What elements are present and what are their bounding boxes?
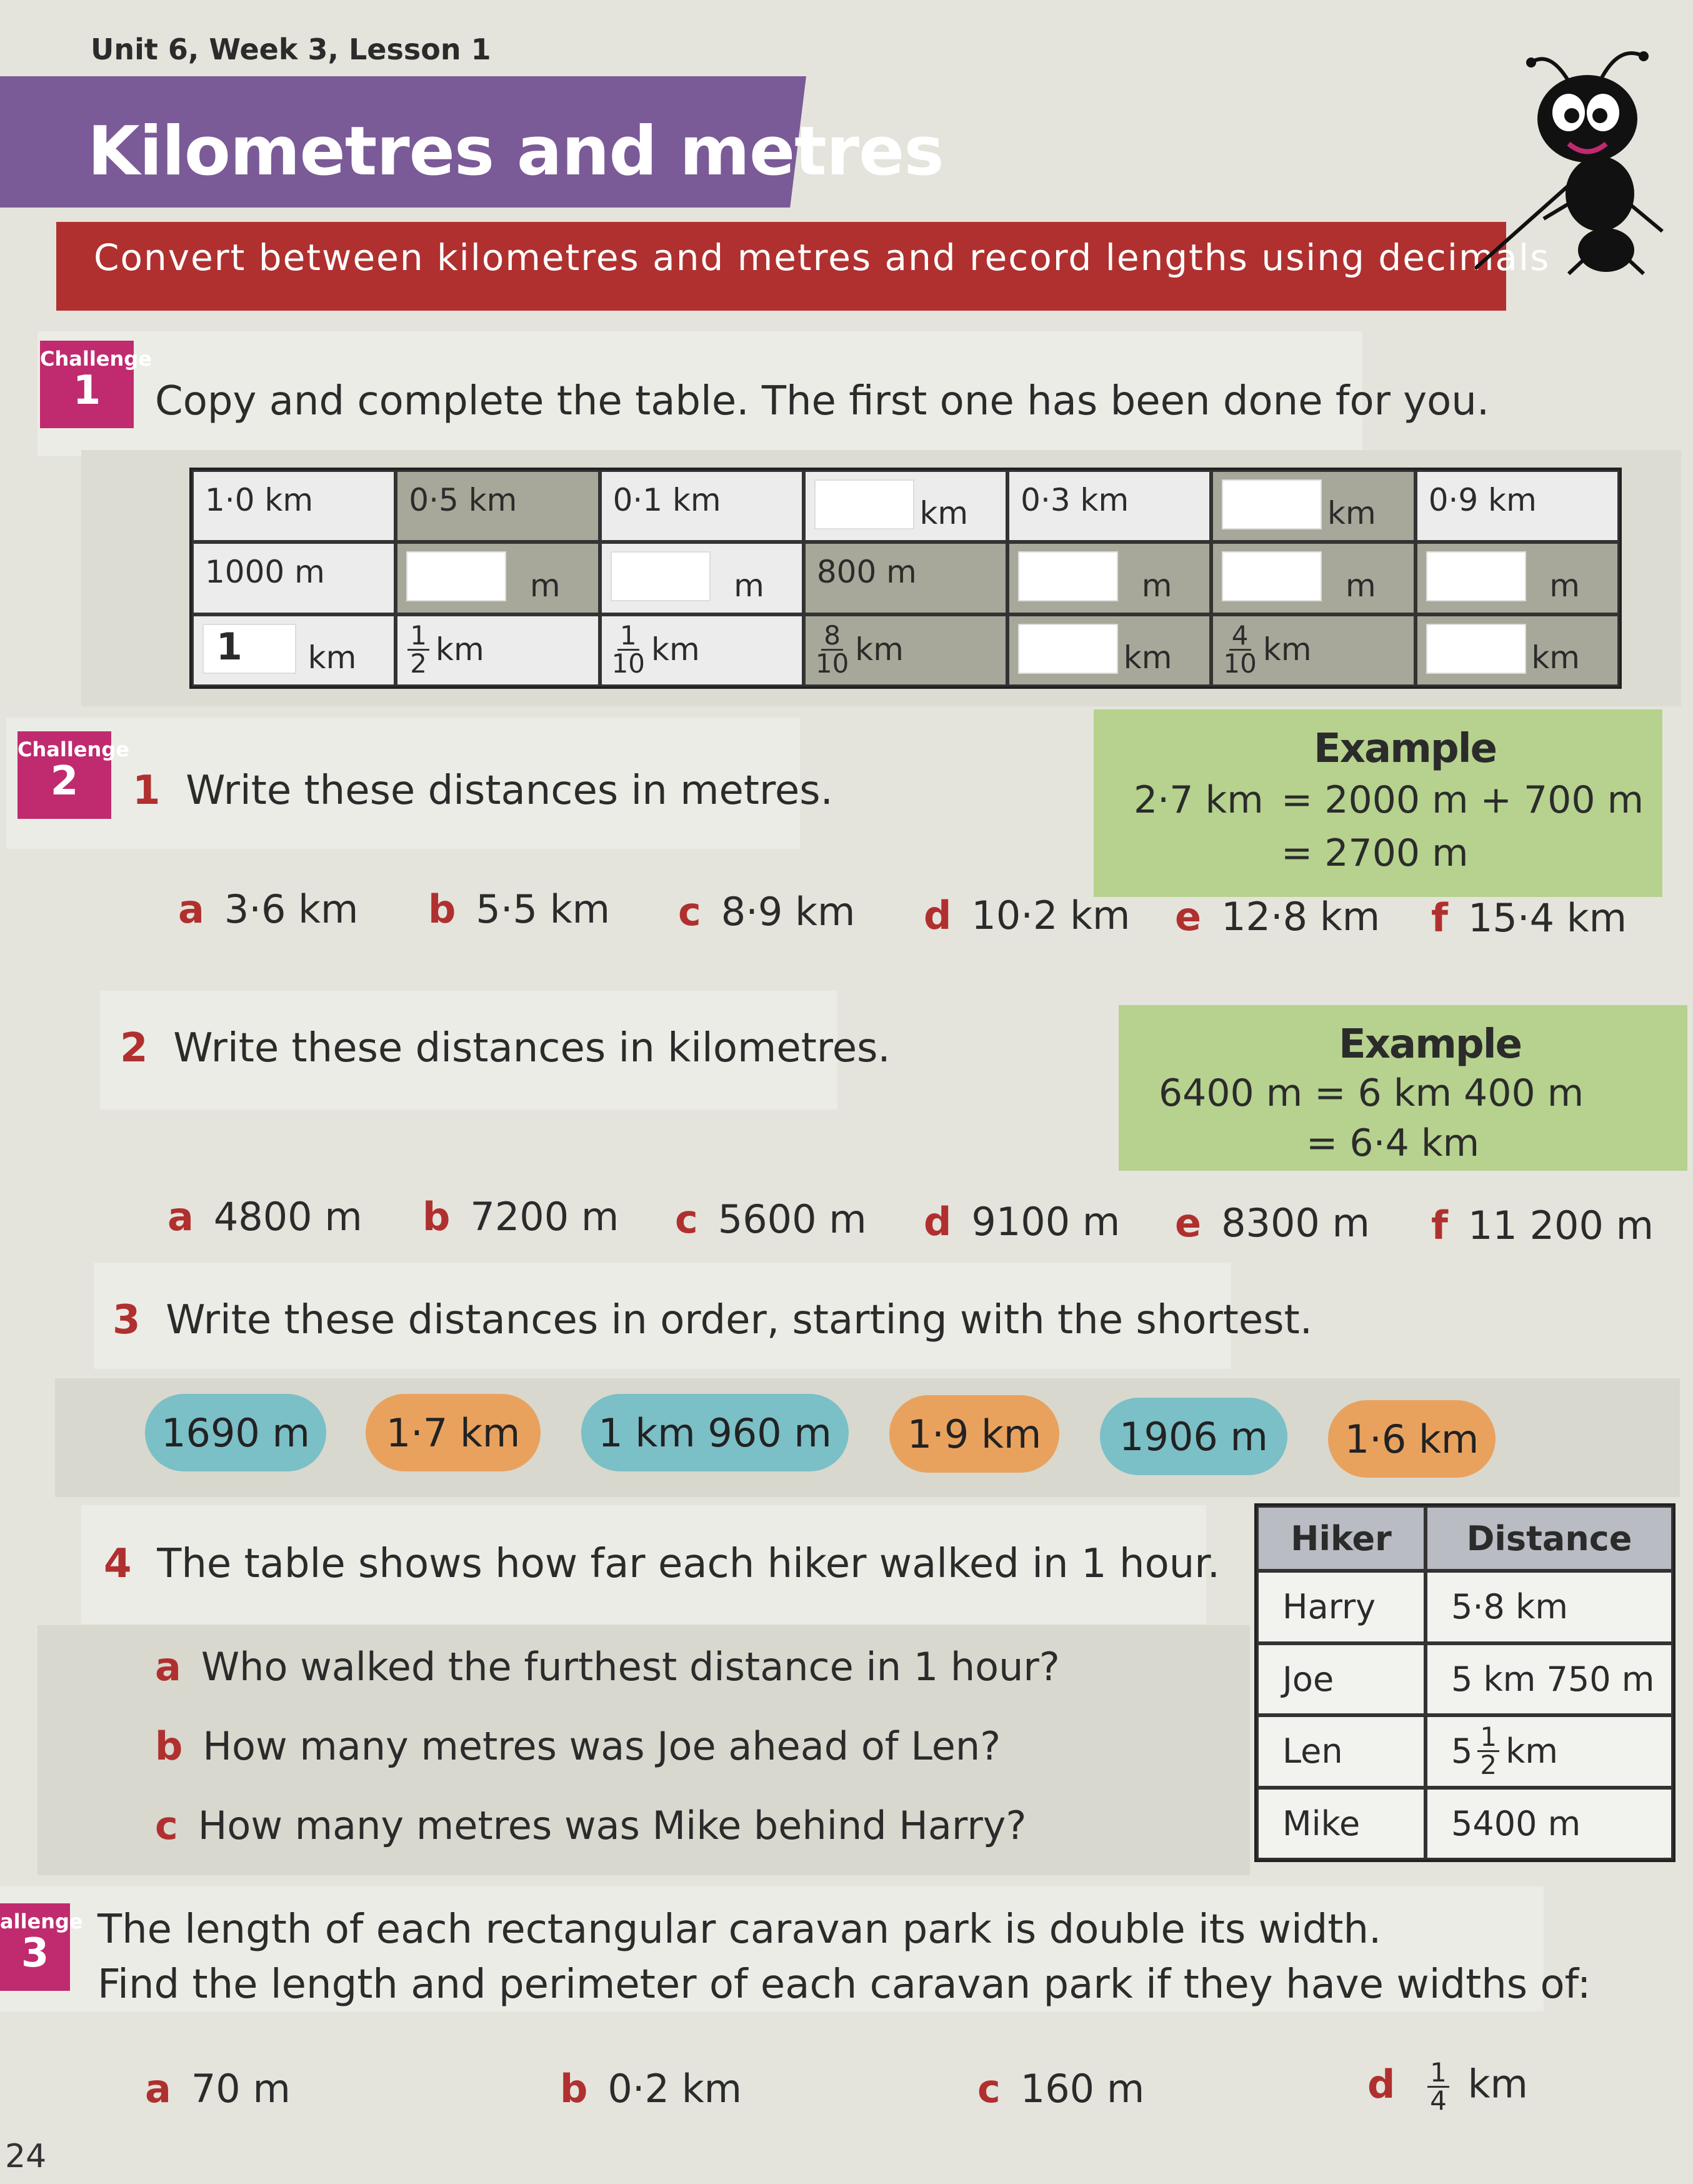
- ant-mascot-icon: [1475, 44, 1687, 275]
- q1-example-box: [1094, 709, 1662, 897]
- table-cell-blank: m: [1416, 542, 1619, 614]
- challenge2-badge: Challenge 2: [17, 731, 111, 819]
- table-cell: Joe: [1257, 1643, 1426, 1716]
- example-line: 2·7 km: [1134, 778, 1264, 822]
- answer-box: [1426, 551, 1526, 601]
- answer-box: [1222, 479, 1322, 529]
- q1-item: a 3·6 km: [178, 886, 359, 932]
- example-line: = 2700 m: [1281, 831, 1469, 875]
- table-cell: $\frac{4}{10}$ km: [1211, 614, 1415, 686]
- distance-pill: 1690 m: [145, 1394, 326, 1471]
- table-cell-blank: m: [1211, 542, 1415, 614]
- q2-item: f 11 200 m: [1431, 1203, 1654, 1248]
- challenge3-line1: The length of each rectangular caravan park is double its width.: [97, 1906, 1382, 1953]
- distance-pill: 1·9 km: [889, 1395, 1059, 1473]
- table-cell: Len: [1257, 1715, 1426, 1788]
- example-line: = 2000 m + 700 m: [1281, 778, 1644, 822]
- challenge1-instruction: Copy and complete the table. The first one has been done for you.: [155, 378, 1490, 424]
- table-cell: $\frac{1}{2}$ km: [396, 614, 599, 686]
- challenge1-badge: Challenge 1: [40, 341, 134, 428]
- table-cell-blank: km: [1211, 470, 1415, 542]
- table-cell: 5 km 750 m: [1426, 1643, 1673, 1716]
- challenge3-line2: Find the length and perimeter of each caravan park if they have widths of:: [97, 1961, 1591, 2008]
- challenge3-item: d $\frac{1}{4}$ km: [1367, 2057, 1528, 2116]
- answer-box: [611, 551, 711, 601]
- answer-box: [1018, 551, 1118, 601]
- q1-item: d 10·2 km: [924, 893, 1131, 938]
- table-cell: $\frac{1}{10}$ km: [600, 614, 804, 686]
- answer-box: [814, 479, 914, 529]
- conversion-table: [189, 468, 1622, 689]
- table-cell: 0·3 km: [1007, 470, 1211, 542]
- challenge3-item: b 0·2 km: [560, 2066, 742, 2111]
- q4-part: b How many metres was Joe ahead of Len?: [155, 1723, 1001, 1769]
- table-header: Hiker: [1257, 1506, 1426, 1571]
- table-cell: 0·5 km: [396, 470, 599, 542]
- hiker-table: [1254, 1503, 1676, 1862]
- lesson-reference: Unit 6, Week 3, Lesson 1: [91, 33, 491, 66]
- q3-instruction: 3 Write these distances in order, starting with the shortest.: [112, 1297, 1313, 1343]
- example-line: = 6·4 km: [1306, 1121, 1480, 1165]
- q1-instruction: 1 Write these distances in metres.: [132, 768, 833, 814]
- table-cell-blank: km: [804, 470, 1007, 542]
- table-cell: $\frac{8}{10}$ km: [804, 614, 1007, 686]
- table-cell-blank: km: [1416, 614, 1619, 686]
- q2-item: c 5600 m: [675, 1196, 867, 1242]
- q1-item: b 5·5 km: [428, 886, 610, 932]
- answer-box: [1222, 551, 1322, 601]
- distance-pill: 1 km 960 m: [581, 1394, 849, 1471]
- q2-example-box: [1119, 1005, 1687, 1171]
- table-cell: 5400 m: [1426, 1788, 1673, 1860]
- table-cell: 1·0 km: [192, 470, 396, 542]
- answer-box: [1018, 624, 1118, 674]
- table-cell: 5 $\frac{1}{2}$ km: [1426, 1715, 1673, 1788]
- example-title: Example: [1339, 1021, 1522, 1068]
- q2-item: e 8300 m: [1175, 1200, 1370, 1246]
- table-cell: 0·1 km: [600, 470, 804, 542]
- table-cell-blank: km: [1007, 614, 1211, 686]
- q4-instruction: 4 The table shows how far each hiker walked in 1 hour.: [104, 1541, 1221, 1587]
- q4-part: a Who walked the furthest distance in 1 hour?: [155, 1644, 1060, 1690]
- table-cell: 0·9 km: [1416, 470, 1619, 542]
- table-cell-blank: m: [1007, 542, 1211, 614]
- answer-box: [1426, 624, 1526, 674]
- page-number: 24: [5, 2138, 47, 2175]
- page-title: Kilometres and metres: [87, 113, 944, 191]
- distance-pill: 1906 m: [1100, 1398, 1287, 1475]
- q2-item: b 7200 m: [422, 1194, 619, 1240]
- challenge3-item: c 160 m: [977, 2066, 1145, 2111]
- q1-item: e 12·8 km: [1175, 894, 1381, 939]
- challenge3-badge: allenge 3: [0, 1903, 70, 1991]
- table-cell: 1000 m: [192, 542, 396, 614]
- answer-box: [406, 551, 506, 601]
- q1-item: c 8·9 km: [678, 889, 856, 934]
- q1-item: f 15·4 km: [1431, 895, 1627, 941]
- q2-instruction: 2 Write these distances in kilometres.: [120, 1025, 891, 1071]
- table-cell: 800 m: [804, 542, 1007, 614]
- example-line: 6400 m = 6 km 400 m: [1159, 1071, 1584, 1115]
- table-cell-blank: m: [600, 542, 804, 614]
- distance-pill: 1·7 km: [366, 1394, 541, 1471]
- example-title: Example: [1314, 726, 1497, 772]
- page-subtitle: Convert between kilometres and metres and record lengths using decimals: [94, 236, 1551, 279]
- challenge3-item: a 70 m: [145, 2066, 291, 2111]
- q4-part: c How many metres was Mike behind Harry?: [155, 1803, 1027, 1848]
- table-cell: Harry: [1257, 1571, 1426, 1643]
- q2-item: a 4800 m: [167, 1194, 362, 1240]
- distance-pill: 1·6 km: [1328, 1400, 1496, 1478]
- table-cell: 1 km: [192, 614, 396, 686]
- table-cell: Mike: [1257, 1788, 1426, 1860]
- table-cell: 5·8 km: [1426, 1571, 1673, 1643]
- q2-item: d 9100 m: [924, 1199, 1121, 1245]
- table-header: Distance: [1426, 1506, 1673, 1571]
- table-cell-blank: m: [396, 542, 599, 614]
